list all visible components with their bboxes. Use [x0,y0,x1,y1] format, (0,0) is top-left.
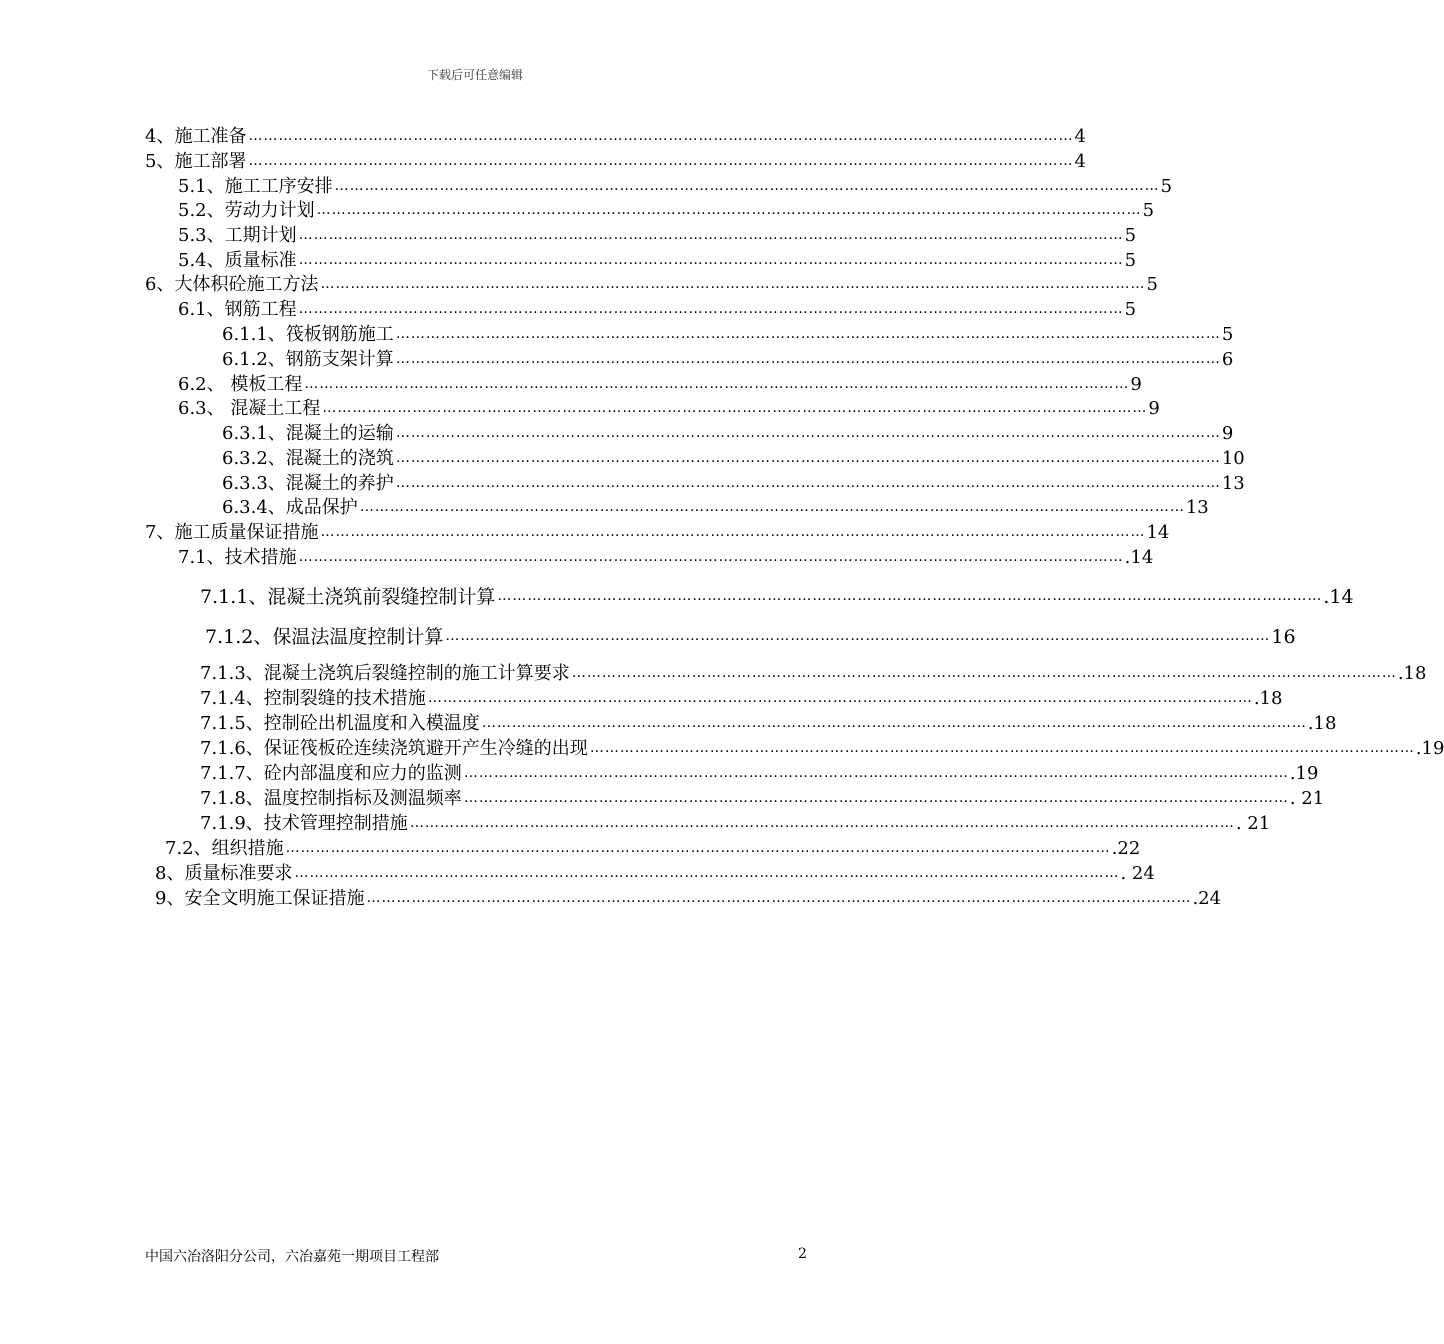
toc-leader: ………………………………………………………………………………………………………………………………………………… [285,840,1111,856]
toc-entry[interactable] [178,225,1137,247]
toc-entry-page: .24 [1192,888,1222,909]
toc-leader: ………………………………………………………………………………………………………………………………………………… [298,227,1124,243]
toc-entry-label: 7.1.7、砼内部温度和应力的监测 [200,763,462,784]
toc-leader: ………………………………………………………………………………………………………………………………………………… [294,865,1120,881]
toc-entry[interactable] [200,688,1283,710]
toc-entry-page: .14 [1124,547,1154,568]
toc-entry-label: 7.1.2、保温法温度控制计算 [205,626,444,648]
toc-entry[interactable] [200,713,1337,735]
toc-entry-page: .19 [1415,738,1444,759]
toc-entry[interactable] [200,663,1427,685]
toc-entry-label: 7.1.5、控制砼出机温度和入模温度 [200,713,480,734]
toc-entry-label: 5、施工部署 [145,151,247,172]
toc-entry-page: .19 [1289,763,1319,784]
toc-entry-page: 5 [1160,176,1173,197]
toc-leader: ………………………………………………………………………………………………………………………………………………… [298,252,1124,268]
toc-entry-label: 9、安全文明施工保证措施 [155,888,365,909]
toc-leader: ………………………………………………………………………………………………………………………………………………… [395,450,1221,466]
toc-entry-page: 10 [1221,448,1245,469]
toc-entry-label: 7.1.9、技术管理控制措施 [200,813,408,834]
toc-entry-label: 6.3.1、混凝土的运输 [222,423,394,444]
toc-leader: ………………………………………………………………………………………………………………………………………………… [320,276,1146,292]
toc-entry-label: 7.1.3、混凝土浇筑后裂缝控制的施工计算要求 [200,663,570,684]
footer-organization: 中国六冶洛阳分公司，六冶嘉苑一期项目工程部 [145,1249,439,1265]
toc-entry[interactable] [200,738,1444,760]
toc-leader: ………………………………………………………………………………………………………………………………………………… [248,153,1074,169]
toc-entry[interactable] [222,423,1234,445]
toc-leader: ………………………………………………………………………………………………………………………………………………… [463,790,1289,806]
toc-entry-label: 6.3.2、混凝土的浇筑 [222,448,394,469]
toc-entry[interactable] [145,126,1086,148]
toc-entry-page: 5 [1146,274,1158,295]
toc-entry-label: 7、施工质量保证措施 [145,522,319,543]
toc-entry[interactable] [222,448,1245,470]
toc-entry-label: 7.1.4、控制裂缝的技术措施 [200,688,426,709]
toc-leader: ………………………………………………………………………………………………………………………………………………… [366,890,1192,906]
toc-entry[interactable] [222,349,1234,371]
toc-entry-page: 9 [1148,398,1160,419]
toc-leader: ………………………………………………………………………………………………………………………………………………… [395,351,1221,367]
toc-entry[interactable] [145,274,1158,296]
toc-entry[interactable] [222,324,1234,346]
toc-entry[interactable] [200,763,1319,785]
toc-entry-label: 5.4、质量标准 [178,250,297,271]
toc-entry[interactable] [145,522,1170,544]
toc-entry-page: 6 [1221,349,1234,370]
toc-entry[interactable] [200,586,1354,608]
toc-leader: ………………………………………………………………………………………………………………………………………………… [395,475,1221,491]
toc-entry-label: 6、大体积砼施工方法 [145,274,319,295]
toc-leader: ………………………………………………………………………………………………………………………………………………… [395,326,1221,342]
toc-entry-page: .14 [1323,586,1354,608]
toc-entry-label: 6.1、钢筋工程 [178,299,297,320]
toc-entry[interactable] [145,151,1086,173]
toc-entry-page: 13 [1185,497,1209,518]
toc-leader: ………………………………………………………………………………………………………………………………………………… [427,690,1253,706]
toc-entry[interactable] [200,813,1271,835]
toc-leader: ………………………………………………………………………………………………………………………………………………… [322,400,1148,416]
toc-leader: ………………………………………………………………………………………………………………………………………………… [463,765,1289,781]
toc-entry[interactable] [205,626,1296,648]
toc-entry-label: 6.3、 混凝土工程 [178,398,321,419]
toc-entry[interactable] [178,176,1173,198]
toc-entry-label: 6.3.4、成品保护 [222,497,358,518]
toc-entry-page: 9 [1221,423,1234,444]
toc-entry[interactable] [178,374,1142,396]
toc-leader: ………………………………………………………………………………………………………………………………………………… [395,425,1221,441]
toc-entry-label: 5.2、劳动力计划 [178,200,315,221]
toc-entry[interactable] [165,838,1141,860]
toc-entry-label: 7.2、组织措施 [165,838,284,859]
toc-entry-page: .22 [1111,838,1141,859]
toc-leader: ………………………………………………………………………………………………………………………………………………… [571,665,1397,681]
toc-entry[interactable] [155,863,1155,885]
toc-entry-page: 16 [1271,626,1296,648]
toc-entry-page: .18 [1307,713,1337,734]
toc-leader: ………………………………………………………………………………………………………………………………………………… [298,549,1124,565]
toc-entry-page: .18 [1253,688,1283,709]
toc-entry[interactable] [178,250,1137,272]
toc-entry[interactable] [155,888,1222,910]
toc-entry[interactable] [222,473,1245,495]
toc-leader: ………………………………………………………………………………………………………………………………………………… [589,740,1415,756]
toc-entry-page: 5 [1124,225,1137,246]
toc-entry-page: 4 [1074,151,1086,172]
toc-entry-label: 7.1.8、温度控制指标及测温频率 [200,788,462,809]
toc-entry-page: 5 [1124,299,1137,320]
toc-entry-label: 5.3、工期计划 [178,225,297,246]
toc-leader: ………………………………………………………………………………………………………………………………………………… [316,202,1142,218]
toc-leader: ………………………………………………………………………………………………………………………………………………… [298,301,1124,317]
toc-entry[interactable] [178,200,1155,222]
toc-entry-page: . 21 [1235,813,1271,834]
toc-leader: ………………………………………………………………………………………………………………………………………………… [481,715,1307,731]
toc-entry[interactable] [222,497,1209,519]
toc-leader: ………………………………………………………………………………………………………………………………………………… [409,815,1235,831]
toc-entry-label: 6.2、 模板工程 [178,374,303,395]
toc-entry[interactable] [178,299,1137,321]
toc-entry[interactable] [178,547,1154,569]
toc-entry-page: .18 [1397,663,1427,684]
toc-entry-label: 7.1、技术措施 [178,547,297,568]
toc-entry-page: 5 [1124,250,1137,271]
toc-entry-page: 13 [1221,473,1245,494]
toc-leader: ………………………………………………………………………………………………………………………………………………… [359,499,1185,515]
toc-entry[interactable] [200,788,1325,810]
toc-entry-page: . 24 [1120,863,1155,884]
toc-entry-label: 8、质量标准要求 [155,863,293,884]
toc-entry-page: 5 [1221,324,1234,345]
toc-leader: ………………………………………………………………………………………………………………………………………………… [248,128,1074,144]
toc-entry-label: 7.1.6、保证筏板砼连续浇筑避开产生冷缝的出现 [200,738,588,759]
toc-entry-label: 5.1、施工工序安排 [178,176,333,197]
toc-entry-page: 14 [1146,522,1170,543]
toc-entry-label: 4、施工准备 [145,126,247,147]
toc-entry-label: 6.1.1、筏板钢筋施工 [222,324,394,345]
toc-entry-label: 7.1.1、混凝土浇筑前裂缝控制计算 [200,586,496,608]
toc-entry-page: 4 [1074,126,1086,147]
toc-entry[interactable] [178,398,1160,420]
header-note: 下载后可任意编辑 [426,68,523,82]
toc-entry-page: 5 [1142,200,1155,221]
toc-leader: ………………………………………………………………………………………………………………………………………………… [445,628,1271,644]
toc-entry-page: . 21 [1289,788,1325,809]
footer-page-number: 2 [798,1246,807,1262]
toc-entry-label: 6.1.2、钢筋支架计算 [222,349,394,370]
toc-leader: ………………………………………………………………………………………………………………………………………………… [497,588,1323,604]
toc-entry-label: 6.3.3、混凝土的养护 [222,473,394,494]
toc-leader: ………………………………………………………………………………………………………………………………………………… [334,178,1160,194]
toc-leader: ………………………………………………………………………………………………………………………………………………… [320,524,1146,540]
toc-entry-page: 9 [1130,374,1142,395]
toc-leader: ………………………………………………………………………………………………………………………………………………… [304,376,1130,392]
